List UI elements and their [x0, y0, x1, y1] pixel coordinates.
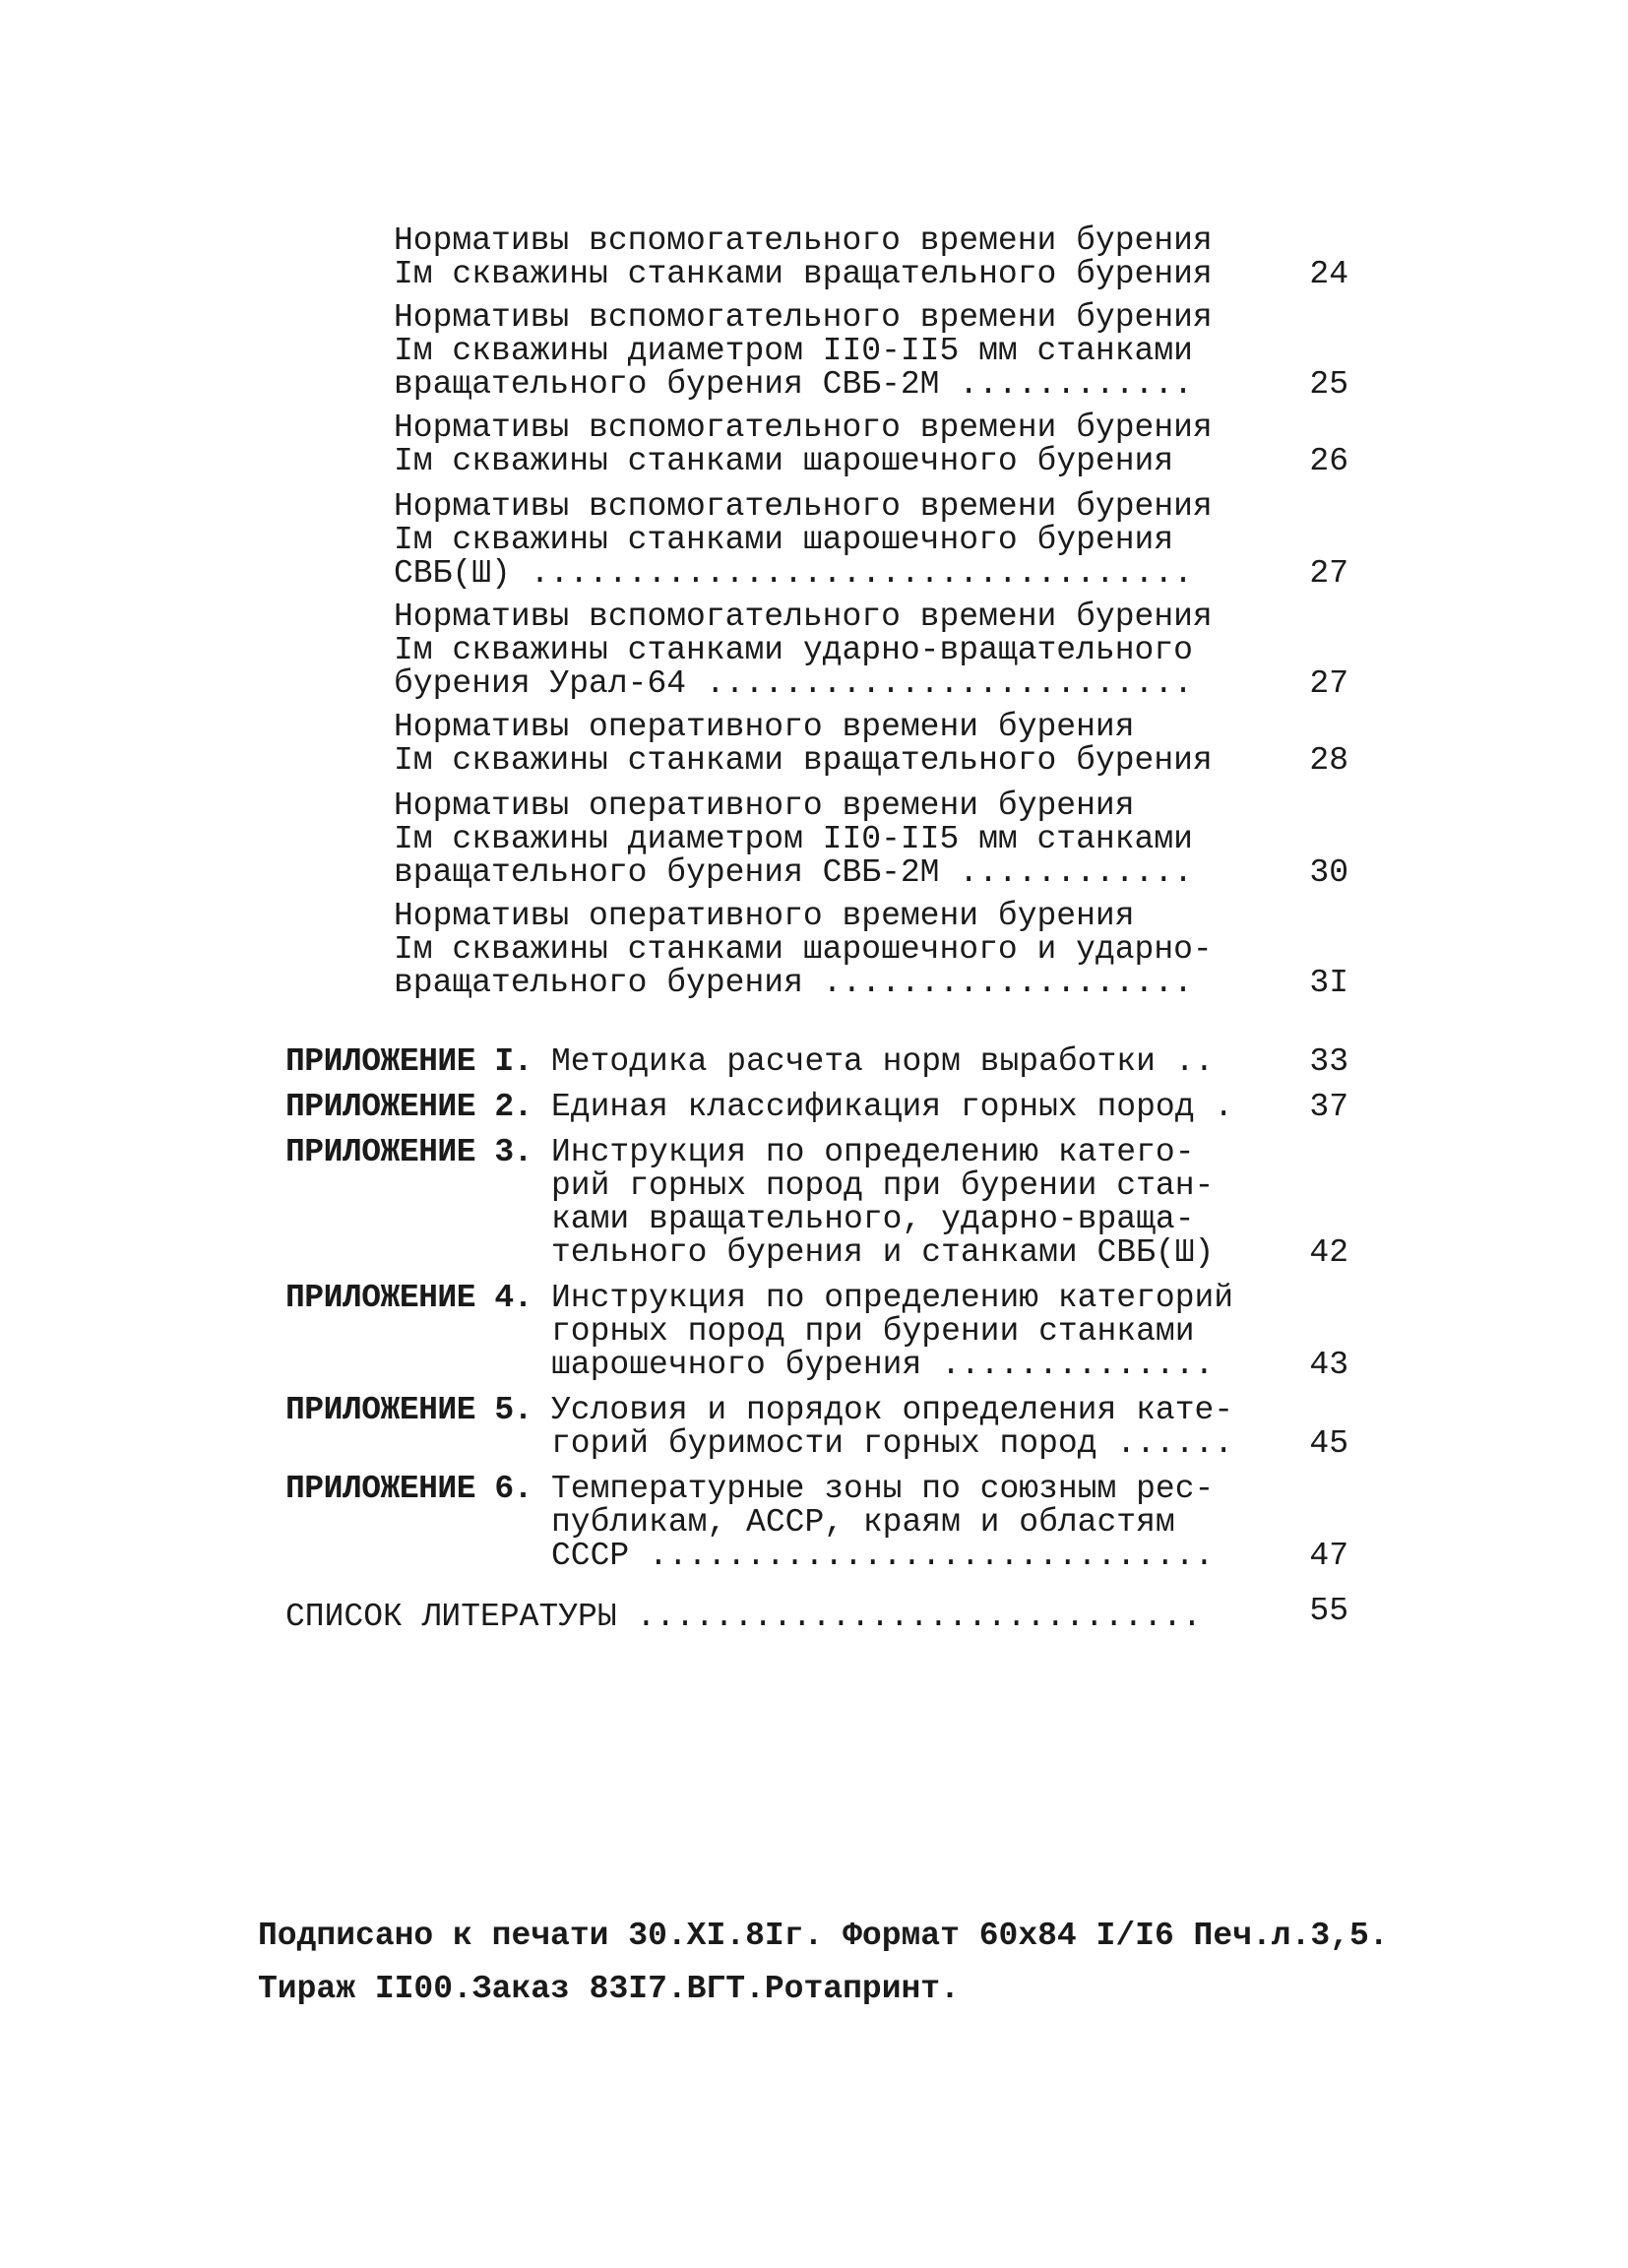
- toc-entry: [394, 709, 1213, 779]
- toc-entry: [394, 410, 1213, 479]
- toc-entry-line: Iм скважины диаметром II0-II5 мм станками: [394, 821, 1193, 857]
- appendix-title-line: рий горных пород при бурении стан-: [551, 1167, 1215, 1204]
- appendix-title-line: тельного бурения и станками СВБ(Ш): [551, 1234, 1215, 1271]
- toc-entry-line: вращательного бурения СВБ-2М ............: [394, 854, 1193, 891]
- appendix-title-line: горных пород при бурении станками: [551, 1313, 1195, 1350]
- imprint-line: Тираж II00.Заказ 83I7.ВГТ.Ротапринт.: [258, 1971, 960, 2007]
- toc-page-number: 43: [1309, 1347, 1348, 1383]
- appendix-title-line: Температурные зоны по союзным рес-: [551, 1471, 1215, 1507]
- toc-page-number: 33: [1309, 1043, 1348, 1080]
- toc-entry-line: Нормативы оперативного времени бурения: [394, 788, 1135, 824]
- appendix-label: ПРИЛОЖЕНИЕ 2.: [285, 1089, 532, 1125]
- toc-entry: [394, 789, 1191, 890]
- toc-entry-line: Нормативы вспомогательного времени бурения: [394, 299, 1213, 336]
- toc-page-number: 27: [1309, 665, 1348, 702]
- toc-entry-line: Iм скважины станками ударно-вращательного: [394, 632, 1193, 668]
- toc-entry-line: Нормативы вспомогательного времени бурения: [394, 222, 1213, 259]
- toc-page-number: 37: [1309, 1089, 1348, 1125]
- appendix-title-line: Единая классификация горных пород .: [551, 1089, 1234, 1125]
- toc-entry-line: Iм скважины станками шарошечного бурения: [394, 522, 1174, 558]
- appendix-title-line: СССР .............................: [551, 1538, 1215, 1574]
- imprint: [258, 1910, 1439, 2016]
- appendix-title: [551, 1473, 1240, 1573]
- toc-entry-line: Iм скважины станками шарошечного и ударно-: [394, 931, 1213, 968]
- toc-page-number: 55: [1309, 1593, 1348, 1629]
- appendix-label: ПРИЛОЖЕНИЕ 5.: [285, 1392, 532, 1428]
- toc-page-number: 3I: [1309, 965, 1348, 1001]
- toc-entry-line: Нормативы вспомогательного времени бурения: [394, 488, 1213, 525]
- appendix-title: [551, 1282, 1240, 1382]
- toc-entry: [394, 222, 1213, 292]
- toc-page-number: 27: [1309, 555, 1348, 592]
- toc-entry-line: Iм скважины станками вращательного бурения: [394, 256, 1213, 292]
- toc-page-number: 45: [1309, 1425, 1348, 1462]
- toc-page-number: 26: [1309, 443, 1348, 479]
- imprint-line: Подписано к печати 30.XI.8Iг. Формат 60х84 I/I6 Печ.л.3,5.: [258, 1918, 1389, 1954]
- appendix-title: [551, 1394, 1240, 1461]
- toc-entry-line: Нормативы оперативного времени бурения: [394, 709, 1135, 745]
- appendix-title: [551, 1136, 1240, 1270]
- appendix-title-line: Инструкция по определению катего-: [551, 1134, 1195, 1170]
- toc-page-number: 24: [1309, 256, 1348, 292]
- toc-entry: [394, 299, 1213, 403]
- toc-page-number: 28: [1309, 742, 1348, 779]
- appendix-title-line: шарошечного бурения ..............: [551, 1347, 1215, 1383]
- appendix-label: ПРИЛОЖЕНИЕ I.: [285, 1043, 532, 1080]
- appendix-title: [551, 1091, 1240, 1124]
- appendix-title-line: горий буримости горных пород ......: [551, 1425, 1234, 1462]
- appendix-title-line: Методика расчета норм выработки ..: [551, 1043, 1215, 1080]
- toc-entry: [394, 488, 1213, 592]
- appendix-label: ПРИЛОЖЕНИЕ 4.: [285, 1280, 532, 1316]
- toc-entry-line: вращательного бурения СВБ-2М ............: [394, 366, 1193, 403]
- toc-entry-line: Нормативы вспомогательного времени бурения: [394, 410, 1213, 446]
- appendix-title-line: Инструкция по определению категорий: [551, 1280, 1234, 1316]
- toc-entry-line: вращательного бурения ...................: [394, 965, 1193, 1001]
- toc-entry-line: СВБ(Ш) ..................................: [394, 555, 1193, 592]
- toc-entry-line: Iм скважины диаметром II0-II5 мм станками: [394, 333, 1193, 369]
- bibliography-entry: СПИСОК ЛИТЕРАТУРЫ .............................: [285, 1599, 1202, 1635]
- appendix-title: [551, 1045, 1240, 1079]
- toc-page-number: 25: [1309, 366, 1348, 403]
- appendix-label: ПРИЛОЖЕНИЕ 6.: [285, 1471, 532, 1507]
- toc-page-number: 47: [1309, 1538, 1348, 1574]
- appendix-title-line: ками вращательного, ударно-враща-: [551, 1201, 1195, 1237]
- appendix-label: ПРИЛОЖЕНИЕ 3.: [285, 1134, 532, 1170]
- toc-entry-line: Нормативы оперативного времени бурения: [394, 898, 1135, 934]
- toc-page-number: 30: [1309, 854, 1348, 891]
- toc-entry-line: Iм скважины станками вращательного бурения: [394, 742, 1213, 779]
- toc-page-number: 42: [1309, 1234, 1348, 1271]
- toc-entry-line: бурения Урал-64 .........................: [394, 665, 1193, 702]
- toc-entry: [394, 898, 1213, 1001]
- appendix-title-line: Условия и порядок определения кате-: [551, 1392, 1234, 1428]
- toc-entry: [394, 598, 1213, 702]
- toc-entry-line: Iм скважины станками шарошечного бурения: [394, 443, 1174, 479]
- appendix-title-line: публикам, АССР, краям и областям: [551, 1504, 1175, 1541]
- toc-entry-line: Нормативы вспомогательного времени бурения: [394, 598, 1213, 635]
